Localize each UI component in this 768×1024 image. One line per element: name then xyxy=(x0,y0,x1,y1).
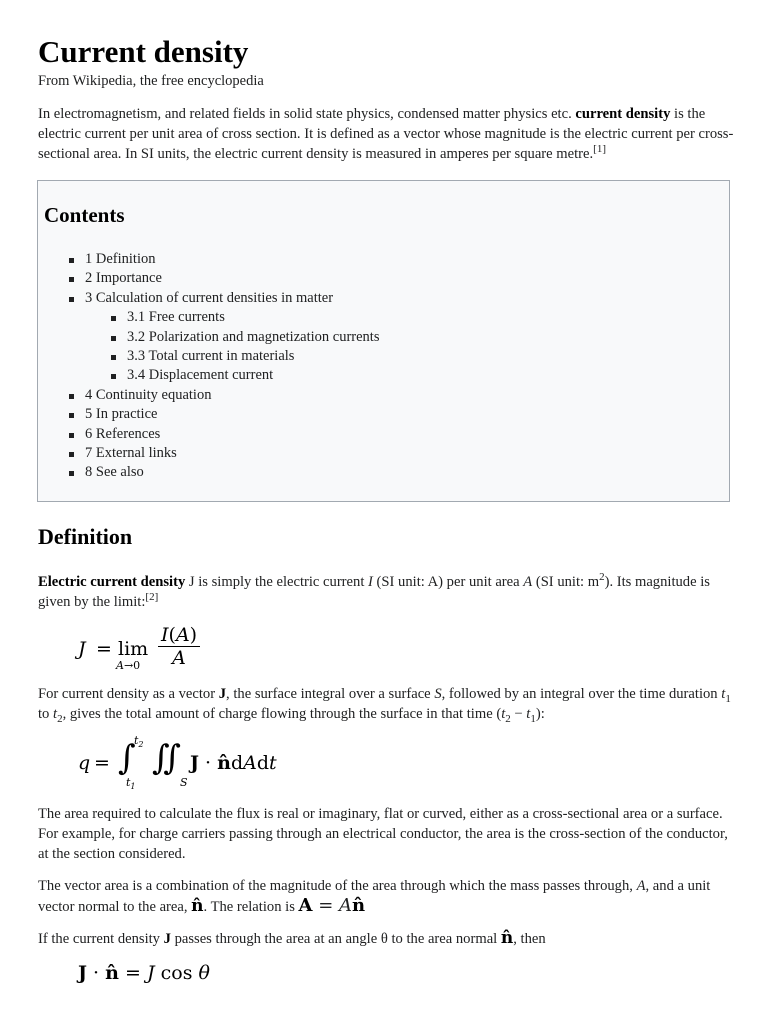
toc-item[interactable] xyxy=(38,405,729,424)
def-p2-expr-sub-1: 1 xyxy=(530,712,536,725)
intro-text-2: is the electric current per unit area of cross section. It is defined as a vector whose magnitude is the electric current per cross-sectional area. In SI units, the electric current density is measured in amperes per square metre. xyxy=(38,106,734,162)
toc-item[interactable] xyxy=(38,425,729,444)
intro-bold-term: current density xyxy=(575,106,671,122)
def-p2-minus: − xyxy=(510,706,527,722)
list-bullet-icon xyxy=(69,452,74,457)
def-p2-text-1: For current density as a vector xyxy=(38,686,219,702)
toc-list xyxy=(38,250,729,483)
def-p1-text-1: J is simply the electric current xyxy=(185,574,369,590)
toc-item[interactable] xyxy=(38,289,729,308)
table-of-contents xyxy=(37,180,730,502)
toc-item-label[interactable]: 5 In practice xyxy=(85,406,158,423)
toc-item[interactable] xyxy=(38,269,729,288)
list-bullet-icon xyxy=(69,277,74,282)
def-p1-symbol-A: A xyxy=(523,574,533,590)
def-p4-symbol-A: A xyxy=(636,878,646,894)
def-p4-relation: A = An̂ xyxy=(298,895,366,916)
def-p2-symbol-t1: t xyxy=(721,686,726,702)
def-p2-symbol-J: J xyxy=(218,686,227,702)
def-p5-unit-normal: n̂ xyxy=(500,928,514,948)
toc-item[interactable] xyxy=(38,328,729,347)
definition-bold-term: Electric current density xyxy=(38,574,186,590)
definition-paragraph-2 xyxy=(38,684,738,724)
toc-item-label[interactable]: 3 Calculation of current densities in matter xyxy=(85,289,334,306)
list-bullet-icon xyxy=(69,297,74,302)
def-p5-text-1: If the current density xyxy=(38,931,164,947)
def-p2-text-4: , gives the total amount of charge flowing through the surface in that time ( xyxy=(62,706,502,722)
toc-item[interactable] xyxy=(38,347,729,366)
def-p5-text-3: , then xyxy=(513,931,546,947)
toc-heading: Contents xyxy=(44,203,125,227)
def-p2-symbol-S: S xyxy=(434,686,442,702)
def-p4-text-2: , and a unit vector normal to the area, xyxy=(38,878,711,915)
list-bullet-icon xyxy=(111,355,116,360)
def-p2-sub-1: 1 xyxy=(725,692,731,705)
toc-item[interactable] xyxy=(38,386,729,405)
section-heading-definition: Definition xyxy=(38,524,133,549)
def-p4-unit-normal: n̂ xyxy=(191,896,204,916)
toc-item-label[interactable]: 3.4 Displacement current xyxy=(127,367,274,384)
def-p2-text-end: ): xyxy=(535,706,545,722)
reference-link-2[interactable]: [2] xyxy=(145,591,159,604)
definition-paragraph-1 xyxy=(38,572,738,612)
page-subtitle: From Wikipedia, the free encyclopedia xyxy=(38,73,264,89)
toc-item-label[interactable]: 7 External links xyxy=(85,444,177,461)
def-p1-text-2: (SI unit: A) per unit area xyxy=(372,574,524,590)
def-p2-text-2: , the surface integral over a surface xyxy=(226,686,435,702)
list-bullet-icon xyxy=(111,316,116,321)
list-bullet-icon xyxy=(69,413,74,418)
list-bullet-icon xyxy=(69,394,74,399)
def-p2-text-3: , followed by an integral over the time duration xyxy=(441,686,722,702)
def-p2-expr-sub-2: 2 xyxy=(505,712,511,725)
list-bullet-icon xyxy=(111,336,116,341)
formula-cosine: J · n̂ = J cos θ xyxy=(78,962,210,984)
def-p5-text-2: passes through the area at an angle θ to the area normal xyxy=(170,931,501,947)
def-p2-sub-2: 2 xyxy=(57,712,63,725)
list-bullet-icon xyxy=(69,433,74,438)
toc-item[interactable] xyxy=(38,250,729,269)
toc-item-label[interactable]: 3.2 Polarization and magnetization currents xyxy=(127,328,380,345)
def-p1-text-3: (SI unit: m xyxy=(532,574,600,590)
list-bullet-icon xyxy=(69,471,74,476)
toc-item-label[interactable]: 3.3 Total current in materials xyxy=(127,347,295,364)
toc-item-label[interactable]: 3.1 Free currents xyxy=(127,309,225,326)
def-p4-text-1: The vector area is a combination of the magnitude of the area through which the mass passes through, xyxy=(38,878,637,894)
reference-link-1[interactable]: [1] xyxy=(593,143,606,156)
intro-paragraph xyxy=(38,104,738,164)
def-p2-expr-t-2: t xyxy=(526,706,531,722)
def-p5-symbol-J: J xyxy=(163,931,171,947)
list-bullet-icon xyxy=(111,374,116,379)
definition-paragraph-5 xyxy=(38,928,738,949)
definition-paragraph-3: The area required to calculate the flux is real or imaginary, flat or curved, either as a cross-sectional area or a surface. For example, for charge carriers passing through an electrical conductor, the area is the cross-section of the conductor, at the section considered. xyxy=(38,806,728,862)
toc-item-label[interactable]: 8 See also xyxy=(85,464,144,481)
def-p2-expr-t: t xyxy=(501,706,506,722)
toc-item-label[interactable]: 2 Importance xyxy=(85,270,162,287)
list-bullet-icon xyxy=(69,258,74,263)
def-p4-text-3: . The relation is xyxy=(203,899,299,915)
toc-item-label[interactable]: 4 Continuity equation xyxy=(85,386,212,403)
def-p2-symbol-t2: t xyxy=(53,706,58,722)
def-p1-text-4: ). Its magnitude is given by the limit: xyxy=(38,574,710,610)
formula-charge-integral: q = ∫ $t_2$ $t_1$ ∬ S J · n̂dAdt xyxy=(78,734,277,792)
page: Current density From Wikipedia, the free encyclopedia In electromagnetism, and related fields in solid state physics, condensed matter physics etc. current density is the electric current per unit area of cross section. It is defined as a vector whose magnitude is the electric current per cross-sectional area. In SI units, the electric current density is measured in amperes per square metre.[1] Contents 1 Definition 2 Importance 3 Calculation of current densities in matter 3.1 Free currents 3.2 Polarization and magnetization currents 3.3 Total current in materials 3.4 Displacement current 4 Continuity equation 5 In practice 6 References 7 External links 8 See also Definition Electric current density J is simply the electric current I (SI unit: A) per unit area A (SI unit: $m^2$). Its magnitude is given by the limit:[2] J = lim A→0 $\frac{I(A)}{A}$ For current density as a vector J, the surface integral over a surface S, followed by an integral over the time duration $t_1$ to $t_2$, gives the total amount of charge flowing through the surface in that time $(t_2 - t_1)$: q = ∫ $t_2$ $t_1$ ∬ S J · n̂dAdt The area required to calculate the flux is real or imaginary, flat or curved, either as a cross-sectional area or a surface. For example, for charge carriers passing through an electrical conductor, the area is the cross-section of the conductor, at the section considered. The vector area is a combination of the magnitude of the area through which the mass passes through, A, and a unit vector normal to the area, n̂. The relation is A = An̂ If the current density J passes through the area at an angle θ to the area normal n̂, then J · n̂ = J cos θ xyxy=(0,0,768,1024)
toc-item-label[interactable]: 1 Definition xyxy=(85,251,156,267)
def-p2-text-to: to xyxy=(38,706,53,722)
toc-item[interactable] xyxy=(38,444,729,463)
toc-item-label[interactable]: 6 References xyxy=(85,425,161,442)
intro-text-1: In electromagnetism, and related fields in solid state physics, condensed matter physics etc. xyxy=(38,106,576,122)
def-p1-symbol-I: I xyxy=(368,574,373,590)
toc-item[interactable] xyxy=(38,366,729,385)
page-title: Current density xyxy=(38,34,249,69)
definition-paragraph-4 xyxy=(38,876,738,917)
toc-item[interactable] xyxy=(38,463,729,482)
def-p1-superscript: 2 xyxy=(599,571,605,584)
toc-item[interactable] xyxy=(38,308,729,327)
